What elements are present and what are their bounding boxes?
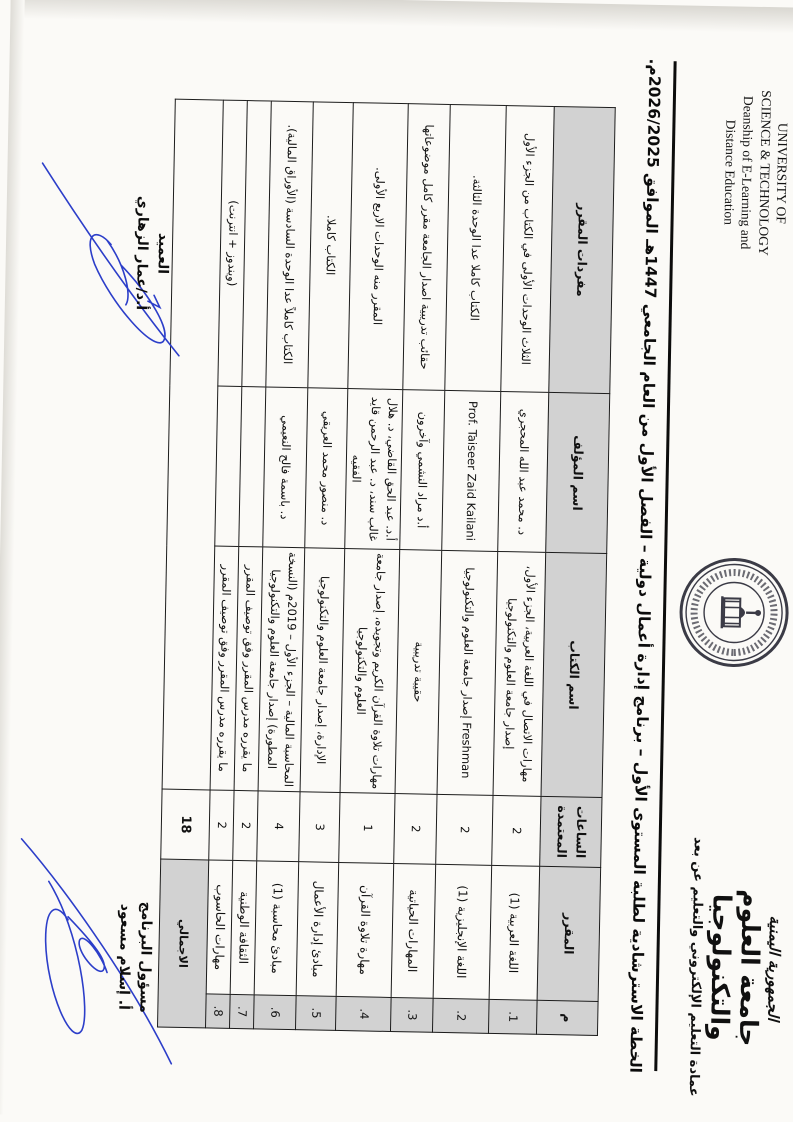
- cell-num: .1: [488, 999, 537, 1034]
- course-table-body: [206, 100, 555, 1034]
- cell-num: .6: [254, 995, 297, 1030]
- plan-title: الخطة الاسترشادية لطلبة المستوى الأول – برنامج إدارة أعمال دولية – الفصل الأول من العام الجامعي 1447هـ الموافق 2026/2025م.: [626, 58, 664, 1074]
- cell-author: أ.د مراد النشمي وآخرون: [400, 390, 445, 551]
- cell-hours: 2: [233, 790, 258, 860]
- cell-author: Prof. Taiseer Zaid Kailani: [442, 390, 501, 551]
- cell-book: الإدارة، إصدار جامعة العلوم والتكنولوجيا: [300, 548, 345, 793]
- cell-course: اللغة العربية (1): [489, 865, 540, 1000]
- scan-edge-left: [10, 0, 793, 34]
- cell-hours: 2: [492, 795, 541, 866]
- cell-book: ما يقرره مدرس المقرر وفق توصيف المقرر: [210, 546, 239, 790]
- total-hours: 18: [161, 789, 210, 860]
- cell-hours: 2: [436, 794, 493, 865]
- cell-contents: الثلاث الوحدات الأولى في الكتاب من الجزء الأول: [501, 106, 554, 393]
- cell-book: حقيبة تدريبية: [395, 550, 442, 795]
- cell-contents: حقائب تدريبية اصدار الجامعة مقرر كامل موضوعاتها: [403, 104, 450, 391]
- cell-hours: 2: [209, 790, 234, 860]
- cell-num: .2: [432, 998, 489, 1033]
- cell-author: [239, 387, 266, 547]
- cell-num: .7: [230, 994, 255, 1028]
- cell-contents: (ويندوز + انترنت): [218, 100, 247, 386]
- cell-contents: الكتاب كاملا عدا الوحدة الثالثة.: [445, 104, 506, 391]
- cell-book: Freshman إصدار جامعة العلوم والتكنولوجيا: [437, 550, 498, 795]
- col-header-author-name: اسم المؤلف: [546, 392, 610, 553]
- program-officer-title: مسؤول البرنامج: [136, 901, 155, 1013]
- dean-title: العميد: [154, 232, 172, 275]
- cell-contents: المقرر منه الوحدات الاربع الأولى.: [348, 103, 408, 390]
- arabic-letterhead: [685, 812, 786, 1122]
- english-letterhead: [720, 72, 793, 273]
- republic-name: الجمهورية اليمنية: [764, 915, 785, 1022]
- cell-hours: 3: [299, 792, 340, 863]
- scan-edge-bottom: [0, 0, 25, 1115]
- cell-author: د. محمد عبد الله المحجري: [498, 391, 549, 552]
- col-header-course-contents: مفردات المقرر: [549, 106, 615, 393]
- cell-num: .5: [296, 996, 337, 1031]
- cell-course: مهارة تلاوة القرآن: [336, 862, 393, 997]
- cell-author: أ.د. عبد الحق القاضي، د. هلال غالب سند، د. عبد الرحمن قايد الفقيه: [345, 389, 403, 550]
- deanship-name: عمادة التعليم الإلكتروني والتعليم عن بعد: [685, 836, 706, 1097]
- cell-num: .4: [336, 996, 391, 1031]
- cell-course: مهارات الحاسوب: [206, 860, 233, 994]
- dean-block: [129, 163, 174, 344]
- cell-author: [215, 386, 242, 546]
- english-letterhead-line: Deanship of E-Learning and: [738, 95, 757, 250]
- cell-course: اللغة الإنجليزية (1): [433, 864, 492, 999]
- program-officer-block: [111, 847, 157, 1068]
- cell-hours: 2: [394, 794, 437, 865]
- dean-name: أ.د/عمار الزهاري: [132, 195, 151, 311]
- col-header-number: م: [536, 1000, 598, 1035]
- col-header-book-name: اسم الكتاب: [541, 552, 607, 797]
- cell-hours: 4: [257, 791, 300, 862]
- cell-num: .3: [390, 997, 433, 1032]
- cell-author: د. منصور محمد العريقي: [305, 388, 348, 549]
- cell-contents: الكتاب كاملا.: [308, 102, 353, 389]
- col-header-credit-hours: الساعات المعتمدة: [540, 796, 602, 867]
- cell-book: ما يقرره مدرس المقرر وفق توصيف المقرر: [234, 546, 263, 790]
- course-table: [157, 99, 616, 1036]
- english-letterhead-line: Distance Education: [721, 119, 739, 226]
- cell-book: مهارات تلاوة القرآن الكريم وتجويده، إصدار جامعة العلوم والتكنولوجيا: [340, 549, 399, 794]
- university-seal-icon: [675, 553, 793, 671]
- cell-contents: الكتاب كاملاً عدا الوحدة السادسة (الأوراق المالية).: [266, 101, 313, 388]
- program-officer-name: أ. إسلام مسعود: [115, 903, 134, 1011]
- english-letterhead-line: SCIENCE & TECHNOLOGY: [755, 90, 774, 256]
- cell-hours: 1: [339, 792, 395, 863]
- cell-course: مبادئ إدارة الأعمال: [296, 862, 339, 997]
- cell-course: المهارات الحياتية: [391, 864, 436, 999]
- col-header-course: المقرر: [537, 866, 601, 1001]
- cell-book: مهارات الاتصال في اللغة العربية، الجزء الأول، إصدار جامعة العلوم والتكنولوجيا: [493, 551, 546, 796]
- cell-book: المحاسبة المالية – الجزء الأول – 2019م (النسخة المطورة) إصدار جامعة العلوم والتكنولوجيا: [258, 547, 305, 792]
- university-name-calligraphy: جامعة العلوم والتكنولوجيا: [704, 889, 766, 1047]
- english-letterhead-line: UNIVERSITY OF: [773, 122, 791, 225]
- cell-course: مبادئ محاسبة (1): [254, 861, 299, 996]
- total-label: الاجمالي: [158, 859, 209, 1028]
- cell-course: الثقافة الوطنية: [230, 860, 257, 994]
- cell-num: .8: [206, 994, 231, 1028]
- cell-author: د. باسمة فالح النعيمي: [263, 387, 308, 548]
